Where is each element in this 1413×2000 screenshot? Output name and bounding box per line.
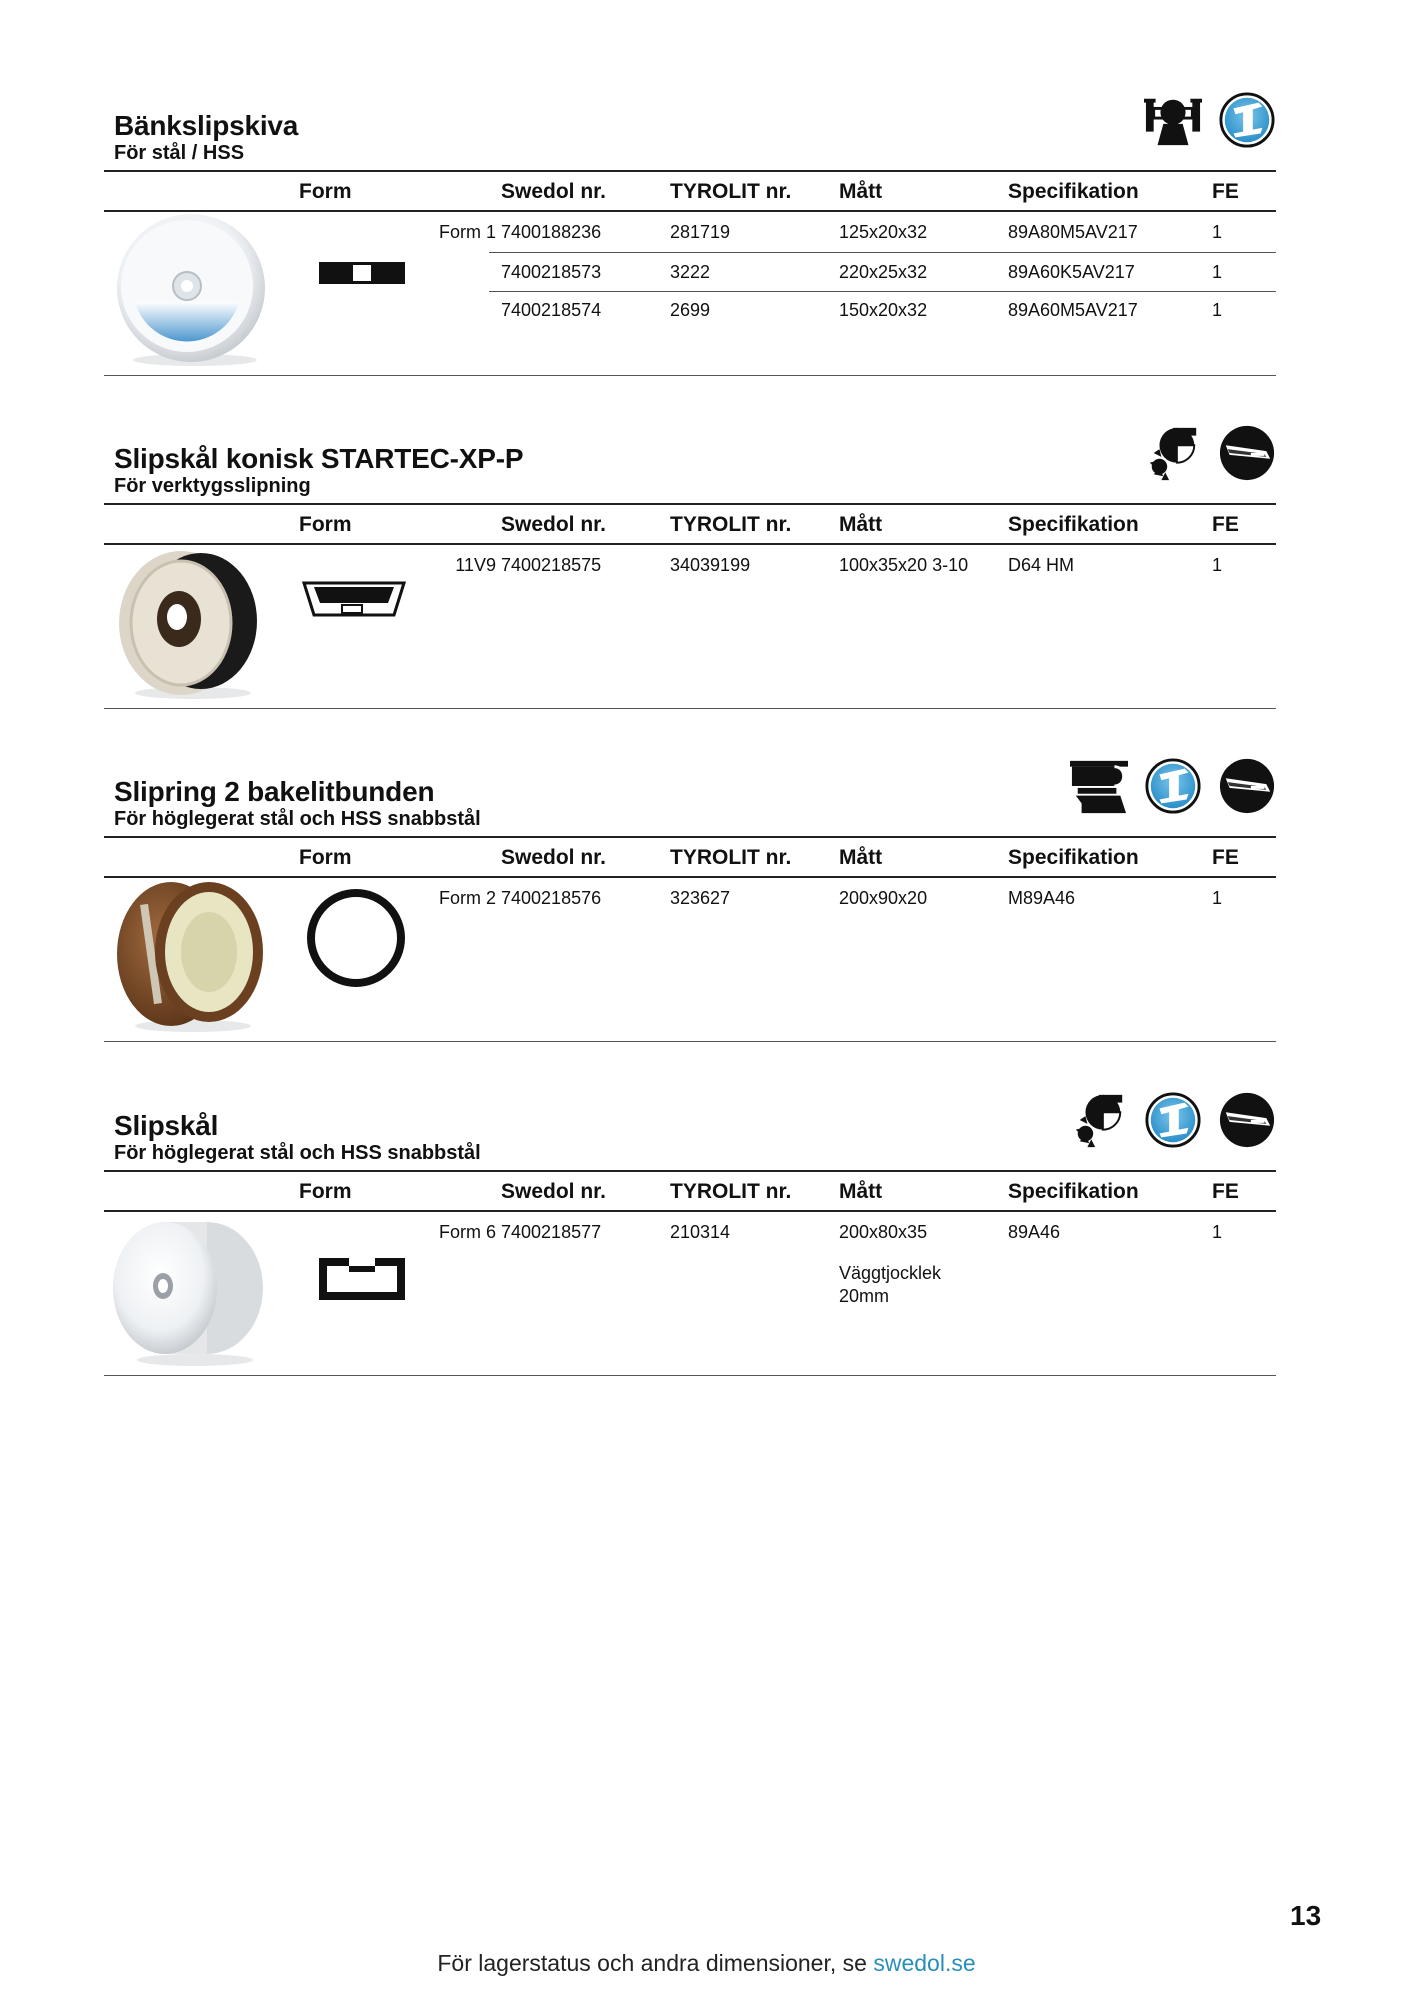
- surface-grinding-icon: [1070, 757, 1128, 815]
- cell-fe: 1: [1212, 262, 1223, 282]
- section-title: Slipring 2 bakelitbunden: [114, 776, 435, 807]
- form-11v9-profile-icon: [302, 581, 406, 617]
- col-header-spec: Specifikation: [1008, 513, 1139, 536]
- section-slipskal: [104, 1110, 1276, 1410]
- section-rule-header: [104, 876, 1276, 878]
- cell-fe: 1: [1212, 300, 1223, 320]
- hss-tool-icon: [1218, 424, 1276, 482]
- col-header-matt: Mått: [839, 180, 883, 203]
- table-row: [104, 214, 1276, 252]
- steel-beam-icon: [1144, 757, 1202, 815]
- section-subtitle: För höglegerat stål och HSS snabbstål: [114, 808, 481, 830]
- section-slipring: [104, 776, 1276, 1076]
- form-label: Form 1: [438, 222, 496, 242]
- col-header-matt: Mått: [839, 513, 883, 536]
- section-subtitle: För stål / HSS: [114, 142, 245, 164]
- table-row: [104, 292, 1276, 330]
- col-header-fe: FE: [1212, 180, 1239, 203]
- col-header-form: Form: [299, 513, 352, 536]
- cell-swedol: 7400218574: [501, 300, 602, 320]
- cell-matt: 200x90x20: [839, 888, 928, 908]
- cell-spec: 89A46: [1008, 1222, 1061, 1242]
- cell-swedol: 7400218575: [501, 555, 602, 575]
- saw-blade-grinding-icon: [1144, 424, 1202, 482]
- form-label: Form 2: [438, 888, 496, 908]
- section-rule-header: [104, 543, 1276, 545]
- table-row: [104, 254, 1276, 292]
- note-line-2: 20mm: [839, 1286, 890, 1306]
- form-label: Form 6: [438, 1222, 496, 1242]
- cell-matt: 200x80x35: [839, 1222, 928, 1242]
- application-icons: [1070, 1088, 1276, 1152]
- col-header-form: Form: [299, 846, 352, 869]
- table-row: [104, 547, 1276, 585]
- cell-matt: 220x25x32: [839, 262, 928, 282]
- section-rule-header: [104, 210, 1276, 212]
- section-rule-top: [104, 170, 1276, 172]
- cell-fe: 1: [1212, 555, 1223, 575]
- saw-blade-grinding-icon: [1070, 1091, 1128, 1149]
- application-icons: [1144, 88, 1276, 152]
- col-header-tyrolit: TYROLIT nr.: [670, 513, 792, 536]
- section-rule-top: [104, 836, 1276, 838]
- hss-tool-icon: [1218, 1091, 1276, 1149]
- footer: [0, 1950, 1413, 1977]
- cell-spec: D64 HM: [1008, 555, 1075, 575]
- section-rule-bottom: [104, 708, 1276, 709]
- application-icons: [1070, 754, 1276, 818]
- col-header-fe: FE: [1212, 1180, 1239, 1203]
- col-header-form: Form: [299, 1180, 352, 1203]
- note-line-1: Väggtjocklek: [839, 1263, 942, 1283]
- form-6-profile-icon: [319, 1258, 405, 1300]
- col-header-tyrolit: TYROLIT nr.: [670, 1180, 792, 1203]
- col-header-swedol: Swedol nr.: [501, 513, 607, 536]
- cell-matt: 150x20x32: [839, 300, 928, 320]
- section-slipskal-konisk: [104, 443, 1276, 743]
- section-subtitle: För höglegerat stål och HSS snabbstål: [114, 1142, 481, 1164]
- section-rule-top: [104, 1170, 1276, 1172]
- cell-tyrolit: 323627: [670, 888, 731, 908]
- cell-fe: 1: [1212, 222, 1223, 242]
- col-header-swedol: Swedol nr.: [501, 846, 607, 869]
- section-rule-bottom: [104, 1041, 1276, 1042]
- cell-spec: 89A80M5AV217: [1008, 222, 1138, 242]
- col-header-fe: FE: [1212, 846, 1239, 869]
- col-header-tyrolit: TYROLIT nr.: [670, 846, 792, 869]
- cell-matt: 100x35x20 3-10: [839, 555, 969, 575]
- application-icons: [1144, 421, 1276, 485]
- form-label: 11V9: [455, 555, 496, 575]
- row-divider: [489, 252, 1276, 253]
- table-row: [104, 1214, 1276, 1252]
- cell-matt: 125x20x32: [839, 222, 928, 242]
- col-header-spec: Specifikation: [1008, 846, 1139, 869]
- section-rule-bottom: [104, 375, 1276, 376]
- cell-tyrolit: 281719: [670, 222, 731, 242]
- cell-swedol: 7400218577: [501, 1222, 602, 1242]
- section-title: Bänkslipskiva: [114, 110, 299, 141]
- section-subtitle: För verktygsslipning: [114, 475, 311, 497]
- wall-thickness-note: [839, 1262, 941, 1308]
- cell-tyrolit: 3222: [670, 262, 711, 282]
- cell-swedol: 7400218573: [501, 262, 602, 282]
- col-header-fe: FE: [1212, 513, 1239, 536]
- cell-spec: M89A46: [1008, 888, 1076, 908]
- cell-spec: 89A60M5AV217: [1008, 300, 1138, 320]
- cell-tyrolit: 34039199: [670, 555, 751, 575]
- footer-text: För lagerstatus och andra dimensioner, se: [437, 1950, 867, 1976]
- footer-link[interactable]: swedol.se: [873, 1950, 976, 1976]
- cell-fe: 1: [1212, 888, 1223, 908]
- cell-tyrolit: 210314: [670, 1222, 731, 1242]
- cell-fe: 1: [1212, 1222, 1223, 1242]
- cell-tyrolit: 2699: [670, 300, 711, 320]
- section-title: Slipskål konisk STARTEC-XP-P: [114, 443, 524, 474]
- col-header-tyrolit: TYROLIT nr.: [670, 180, 792, 203]
- table-row: [104, 880, 1276, 918]
- steel-beam-icon: [1218, 91, 1276, 149]
- section-rule-top: [104, 503, 1276, 505]
- steel-beam-icon: [1144, 1091, 1202, 1149]
- col-header-spec: Specifikation: [1008, 180, 1139, 203]
- section-title: Slipskål: [114, 1110, 219, 1141]
- cell-swedol: 7400218576: [501, 888, 602, 908]
- page-number: 13: [1290, 1900, 1322, 1931]
- section-bankslipskiva: [104, 110, 1276, 410]
- col-header-matt: Mått: [839, 846, 883, 869]
- col-header-spec: Specifikation: [1008, 1180, 1139, 1203]
- col-header-form: Form: [299, 180, 352, 203]
- cell-spec: 89A60K5AV217: [1008, 262, 1135, 282]
- cell-swedol: 7400188236: [501, 222, 602, 242]
- bench-grinder-icon: [1144, 91, 1202, 149]
- col-header-swedol: Swedol nr.: [501, 1180, 607, 1203]
- section-rule-bottom: [104, 1375, 1276, 1376]
- col-header-swedol: Swedol nr.: [501, 180, 607, 203]
- col-header-matt: Mått: [839, 1180, 883, 1203]
- hss-tool-icon: [1218, 757, 1276, 815]
- section-rule-header: [104, 1210, 1276, 1212]
